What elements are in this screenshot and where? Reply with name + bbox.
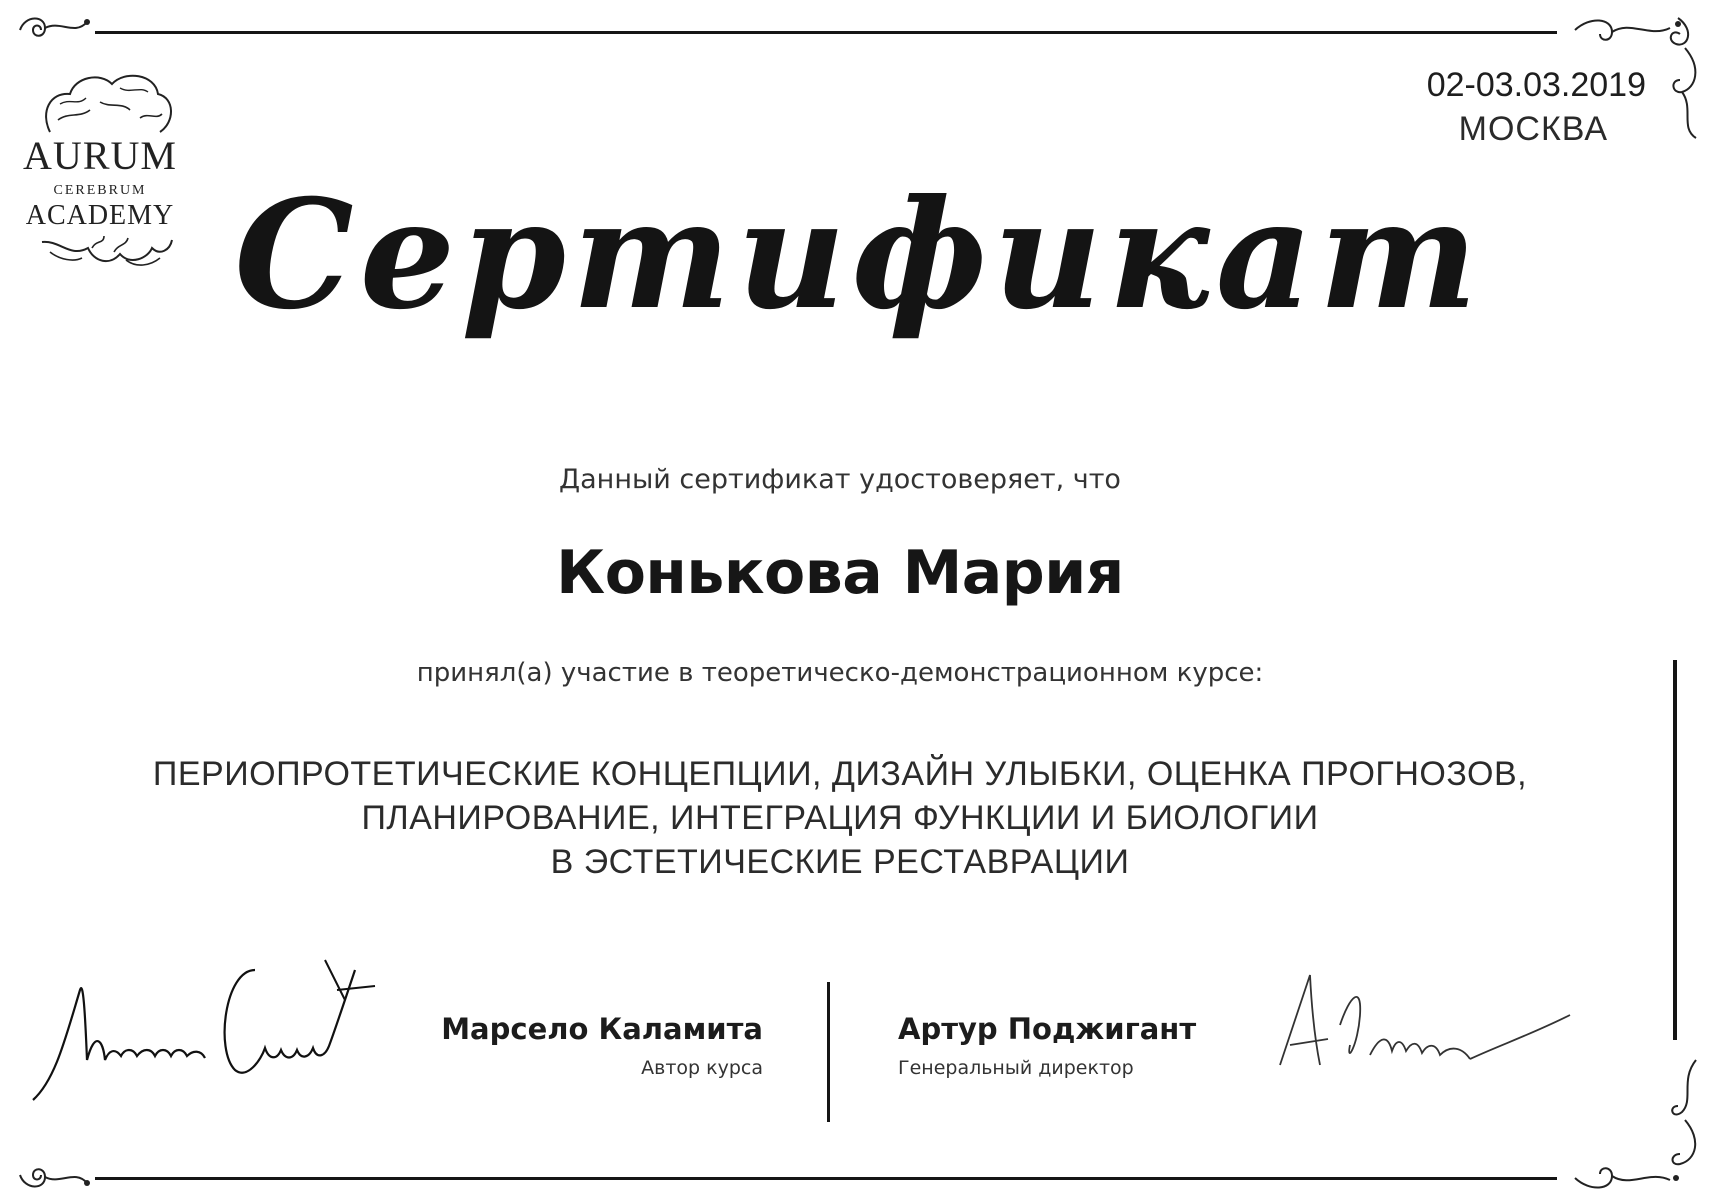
participation-text: принял(а) участие в теоретическо-демонстрационном курсе: <box>416 658 1264 688</box>
top-border-line <box>95 31 1557 34</box>
logo-wordmark-cerebrum: CEREBRUM <box>53 183 147 198</box>
logo-wordmark-aurum: AURUM <box>23 133 177 178</box>
event-date: 02-03.03.2019 <box>1426 66 1646 104</box>
signatory-1-role: Автор курса <box>641 1057 763 1079</box>
bottom-border-line <box>95 1177 1557 1180</box>
course-title-line-3: В ЭСТЕТИЧЕСКИЕ РЕСТАВРАЦИИ <box>550 843 1130 881</box>
signature-left-icon <box>25 930 375 1130</box>
course-title <box>0 752 1680 884</box>
event-city: МОСКВА <box>1458 110 1608 148</box>
signature-right-icon <box>1250 955 1580 1105</box>
signatory-2-name: Артур Поджигант <box>898 1012 1197 1046</box>
corner-ornament-bottom-right-icon <box>1570 1050 1710 1200</box>
signature-divider <box>827 982 830 1122</box>
signatory-1-name: Марсело Каламита <box>441 1012 763 1046</box>
signatory-2-role: Генеральный директор <box>898 1057 1134 1079</box>
certificate-title: Сертификат <box>234 167 1484 343</box>
logo-wordmark-academy: ACADEMY <box>25 200 175 231</box>
corner-ornament-bottom-left-icon <box>15 1155 90 1195</box>
corner-ornament-top-left-icon <box>15 10 90 50</box>
course-title-line-1: ПЕРИОПРОТЕТИЧЕСКИЕ КОНЦЕПЦИИ, ДИЗАЙН УЛЫБКИ, ОЦЕНКА ПРОГНОЗОВ, <box>152 755 1528 793</box>
certificate-intro-text: Данный сертификат удостоверяет, что <box>559 464 1121 495</box>
course-title-line-2: ПЛАНИРОВАНИЕ, ИНТЕГРАЦИЯ ФУНКЦИИ И БИОЛОГИИ <box>361 799 1319 837</box>
recipient-name: Конькова Мария <box>556 538 1124 608</box>
